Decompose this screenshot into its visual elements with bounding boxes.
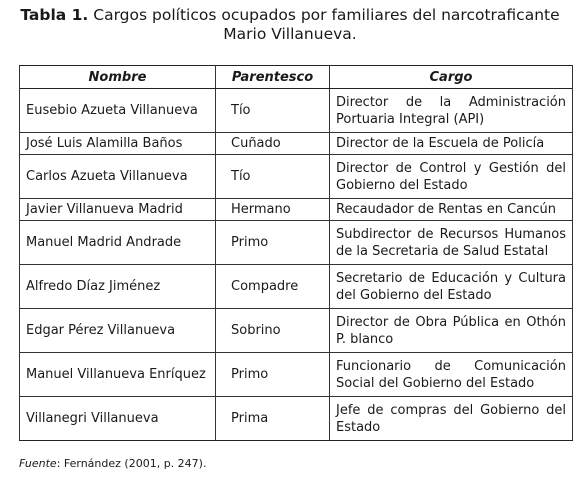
cell-cargo: Recaudador de Rentas en Cancún: [330, 199, 573, 221]
cell-nombre: Javier Villanueva Madrid: [20, 199, 216, 221]
table-row: [20, 89, 573, 133]
cell-cargo: Jefe de compras del Gobierno del Estado: [330, 397, 573, 441]
cell-nombre: Edgar Pérez Villanueva: [20, 309, 216, 353]
cell-nombre: Alfredo Díaz Jiménez: [20, 265, 216, 309]
source-label: Fuente: [19, 457, 57, 470]
table-body: [20, 89, 573, 441]
table-row: [20, 353, 573, 397]
caption-line-2: Mario Villanueva.: [223, 25, 357, 43]
cell-parentesco: Cuñado: [216, 133, 330, 155]
cell-parentesco: Hermano: [216, 199, 330, 221]
caption-label: Tabla 1.: [20, 6, 89, 24]
cell-cargo: Funcionario de Comunicación Social del Gobierno del Estado: [330, 353, 573, 397]
caption-line-1: Cargos políticos ocupados por familiares del narcotraficante: [93, 6, 560, 24]
family-positions-table: [19, 65, 573, 441]
cell-parentesco: Tío: [216, 89, 330, 133]
cell-parentesco: Compadre: [216, 265, 330, 309]
table-row: [20, 199, 573, 221]
cell-parentesco: Prima: [216, 397, 330, 441]
cell-parentesco: Sobrino: [216, 309, 330, 353]
cell-parentesco: Tío: [216, 155, 330, 199]
cell-nombre: Eusebio Azueta Villanueva: [20, 89, 216, 133]
cell-cargo: Secretario de Educación y Cultura del Gobierno del Estado: [330, 265, 573, 309]
table-caption: [0, 6, 580, 44]
table-row: [20, 265, 573, 309]
cell-parentesco: Primo: [216, 353, 330, 397]
cell-cargo: Director de la Administración Portuaria Integral (API): [330, 89, 573, 133]
source-text: : Fernández (2001, p. 247).: [56, 457, 207, 470]
cell-nombre: Villanegri Villanueva: [20, 397, 216, 441]
table-header-row: [20, 66, 573, 89]
cell-cargo: Director de la Escuela de Policía: [330, 133, 573, 155]
header-cargo: Cargo: [330, 66, 573, 89]
cell-cargo: Director de Control y Gestión del Gobierno del Estado: [330, 155, 573, 199]
header-parentesco: Parentesco: [216, 66, 330, 89]
table-row: [20, 133, 573, 155]
table-row: [20, 221, 573, 265]
table-row: [20, 309, 573, 353]
cell-nombre: Manuel Madrid Andrade: [20, 221, 216, 265]
cell-nombre: Manuel Villanueva Enríquez: [20, 353, 216, 397]
cell-parentesco: Primo: [216, 221, 330, 265]
table-row: [20, 155, 573, 199]
source-note: [19, 457, 206, 470]
table-row: [20, 397, 573, 441]
header-nombre: Nombre: [20, 66, 216, 89]
cell-cargo: Subdirector de Recursos Humanos de la Secretaria de Salud Estatal: [330, 221, 573, 265]
cell-cargo: Director de Obra Pública en Othón P. blanco: [330, 309, 573, 353]
cell-nombre: José Luis Alamilla Baños: [20, 133, 216, 155]
cell-nombre: Carlos Azueta Villanueva: [20, 155, 216, 199]
